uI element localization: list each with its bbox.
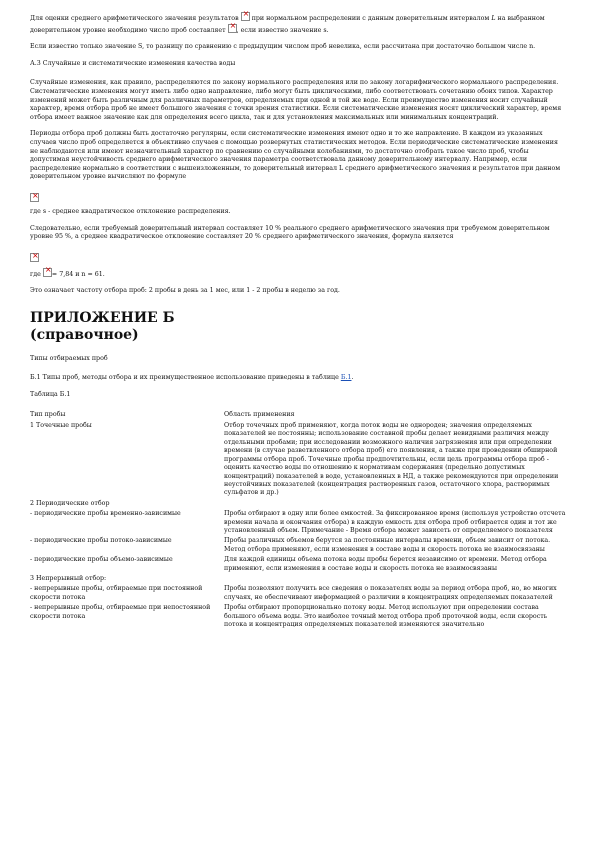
paragraph-sample-count xyxy=(30,12,565,35)
appendix-intro xyxy=(30,374,565,383)
text-segment: на выбранном доверительном уровне необходимо число проб составляет xyxy=(30,15,545,34)
table-cell: - непрерывные пробы, отбираемые при непостоянной скорости потока xyxy=(30,604,211,620)
table-header-cell: Тип пробы xyxy=(30,410,66,418)
table-cell xyxy=(224,575,566,585)
table-header-cell: Область применения xyxy=(224,410,295,418)
text-segment: Б.1 Типы проб, методы отбора и их преимущественное использование приведены в таблице xyxy=(30,374,339,382)
table-row xyxy=(30,500,566,510)
table-cell: 3 Непрерывный отбор: xyxy=(30,574,107,582)
table-row xyxy=(30,422,566,500)
section-heading-a3: А.3 Случайные и систематические изменения качества воды xyxy=(30,59,236,67)
sample-types-table xyxy=(30,411,566,632)
table-header-row xyxy=(30,411,566,422)
appendix-title xyxy=(30,310,565,344)
table-cell: Пробы отбирают пропорционально потоку воды. Метод используют при определении состава большого объема воды. Это наиболее точный метод отбора проб проточной воды, если скорость потока и концентрация определяемых показателей изменяются значительно xyxy=(224,604,548,628)
text-segment: где xyxy=(30,270,41,278)
table-cell: 1 Точечные пробы xyxy=(30,422,92,430)
table-row xyxy=(30,604,566,631)
text-segment: L xyxy=(491,15,496,22)
table-row xyxy=(30,556,566,575)
text-segment: , если известно значение s. xyxy=(236,26,329,34)
table-cell: Пробы позволяют получить все сведения о показателях воды за период отбора проб, но, во многих случаях, не обеспечивают информацией о различии в концентрациях определяемых показателей xyxy=(224,585,557,601)
table-row xyxy=(30,510,566,537)
table-row xyxy=(30,537,566,556)
table-cell: Отбор точечных проб применяют, когда поток воды не однороден; значения определяемых показателей не постоянны; использование составной пробы делает невидными различия между отдельными пробами; при исследовании возможного наличия загрязнения или при определении времени (в случае разветвленного отбора проб) его появления, а также при проведении обширной программы отбора проб. Точечные пробы предпочтительны, если цель программы отбора проб - оценить качество воды по отношению к нормативам содержания (предельно допустимых концентраций) показателей в воде, установленных в НД, а также рекомендуются при определении неустойчивых показателей (концентрация растворенных газов, остаточного хлора, растворимых сульфатов и др.) xyxy=(224,422,559,497)
paragraph-sampling-periods: Периоды отбора проб должны быть достаточно регулярны, если систематические изменения имеют одно и то же направление. В каждом из указанных случаев число проб определяется в объективно случаев с помощью розвернутых статистических методов. Если периодические систематические изменения не наблюдаются или имеют незначительный характер по сравнению со случайными колебаниями, то достаточно отобрать такое число проб, чтобы допустимая неустойчивость среднего арифметического значения параметра соответствовала данному доверительному интервалу. Например, если распределение нормально в соответствии с вышеизложенным, то доверительный интервал L среднего арифметического значения и результатов при данном доверительном уровне вычисляют по формуле xyxy=(30,130,561,181)
paragraph-random-changes: Случайные изменения, как правило, распределяются по закону нормального распределения или по закону логарифмического нормального распределения. Систематические изменения могут иметь либо одно направление, либо могут быть циклическими, либо соответствовать сочетанию обоих типов. Характер изменений может быть различным для различных параметров, определяемых при одной и той же воде. Если преимущество изменения носит случайный характер, время отбора проб не имеет большого значения с точки зрения статистики. Если систематические изменения носят циклический характер, время отбора имеет важное значение как для определения всего цикла, так и для установления максимальных или минимальных концентраций. xyxy=(30,79,562,121)
table-row xyxy=(30,575,566,585)
table-link[interactable]: Б.1 xyxy=(340,374,352,382)
paragraph-known-s: Если известно только значение S, то разницу по сравнению с предыдущим числом проб невелика, если рассчитана при достаточно большом числе n. xyxy=(30,43,536,51)
broken-image-icon xyxy=(228,24,237,33)
paragraph-therefore: Следовательно, если требуемый доверительный интервал составляет 10 % реального среднего арифметического значения при требуемом доверительном уровне 95 %, а среднее квадратическое отклонение составляет 20 % среднего арифметического значения, формула является xyxy=(30,224,550,241)
table-cell: 2 Периодические отбор xyxy=(30,499,110,507)
table-row xyxy=(30,585,566,604)
formula-image-icon xyxy=(30,193,39,202)
table-cell: - периодические пробы временно-зависимые xyxy=(30,510,181,518)
text-segment: . xyxy=(351,374,354,382)
table-cell: - непрерывные пробы, отбираемые при постоянной скорости потока xyxy=(30,585,203,601)
paragraph-where-value xyxy=(30,268,565,280)
table-cell: Для каждой единицы объема потока воды пробы берется независимо от времени. Метод отбора применяют, если изменения в составе воды и скорость потока не взаимосвязаны xyxy=(224,556,547,572)
paragraph-where-s: где s - среднее квадратическое отклонение распределения. xyxy=(30,207,231,215)
table-cell: - периодические пробы потоко-зависимые xyxy=(30,537,172,545)
appendix-title-line2: (справочное) xyxy=(30,326,139,343)
text-segment: = 7,84 и n = 61. xyxy=(51,270,105,278)
formula-image-icon xyxy=(30,253,39,262)
table-cell xyxy=(224,500,566,510)
text-segment: Для оценки среднего арифметического значения результатов xyxy=(30,15,239,22)
broken-image-icon xyxy=(43,268,52,277)
broken-image-icon xyxy=(241,12,250,21)
table-label: Таблица Б.1 xyxy=(30,391,71,399)
appendix-subtitle: Типы отбираемых проб xyxy=(30,354,108,362)
paragraph-frequency: Это означает частоту отбора проб: 2 пробы в день за 1 мес, или 1 - 2 пробы в неделю за год. xyxy=(30,287,340,295)
table-cell: Пробы различных объемов берутся за постоянные интервалы времени, объем зависит от потока. Метод отбора применяют, если изменения в составе воды и скорость потока не взаимосвязаны xyxy=(224,537,551,553)
text-segment: при нормальном распределении с данным доверительным интервалом xyxy=(251,15,490,22)
table-cell: - периодические пробы объемо-зависимые xyxy=(30,556,173,564)
appendix-title-line1: ПРИЛОЖЕНИЕ Б xyxy=(30,309,175,326)
table-cell: Пробы отбирают в одну или более емкостей. За фиксированное время (используя устройство отсчета времени начала и окончания отбора) в каждую емкость для отбора проб отбирается один и тот же установленный объем. Примечание - Время отбора может зависеть от определяемого показателя xyxy=(224,510,566,534)
